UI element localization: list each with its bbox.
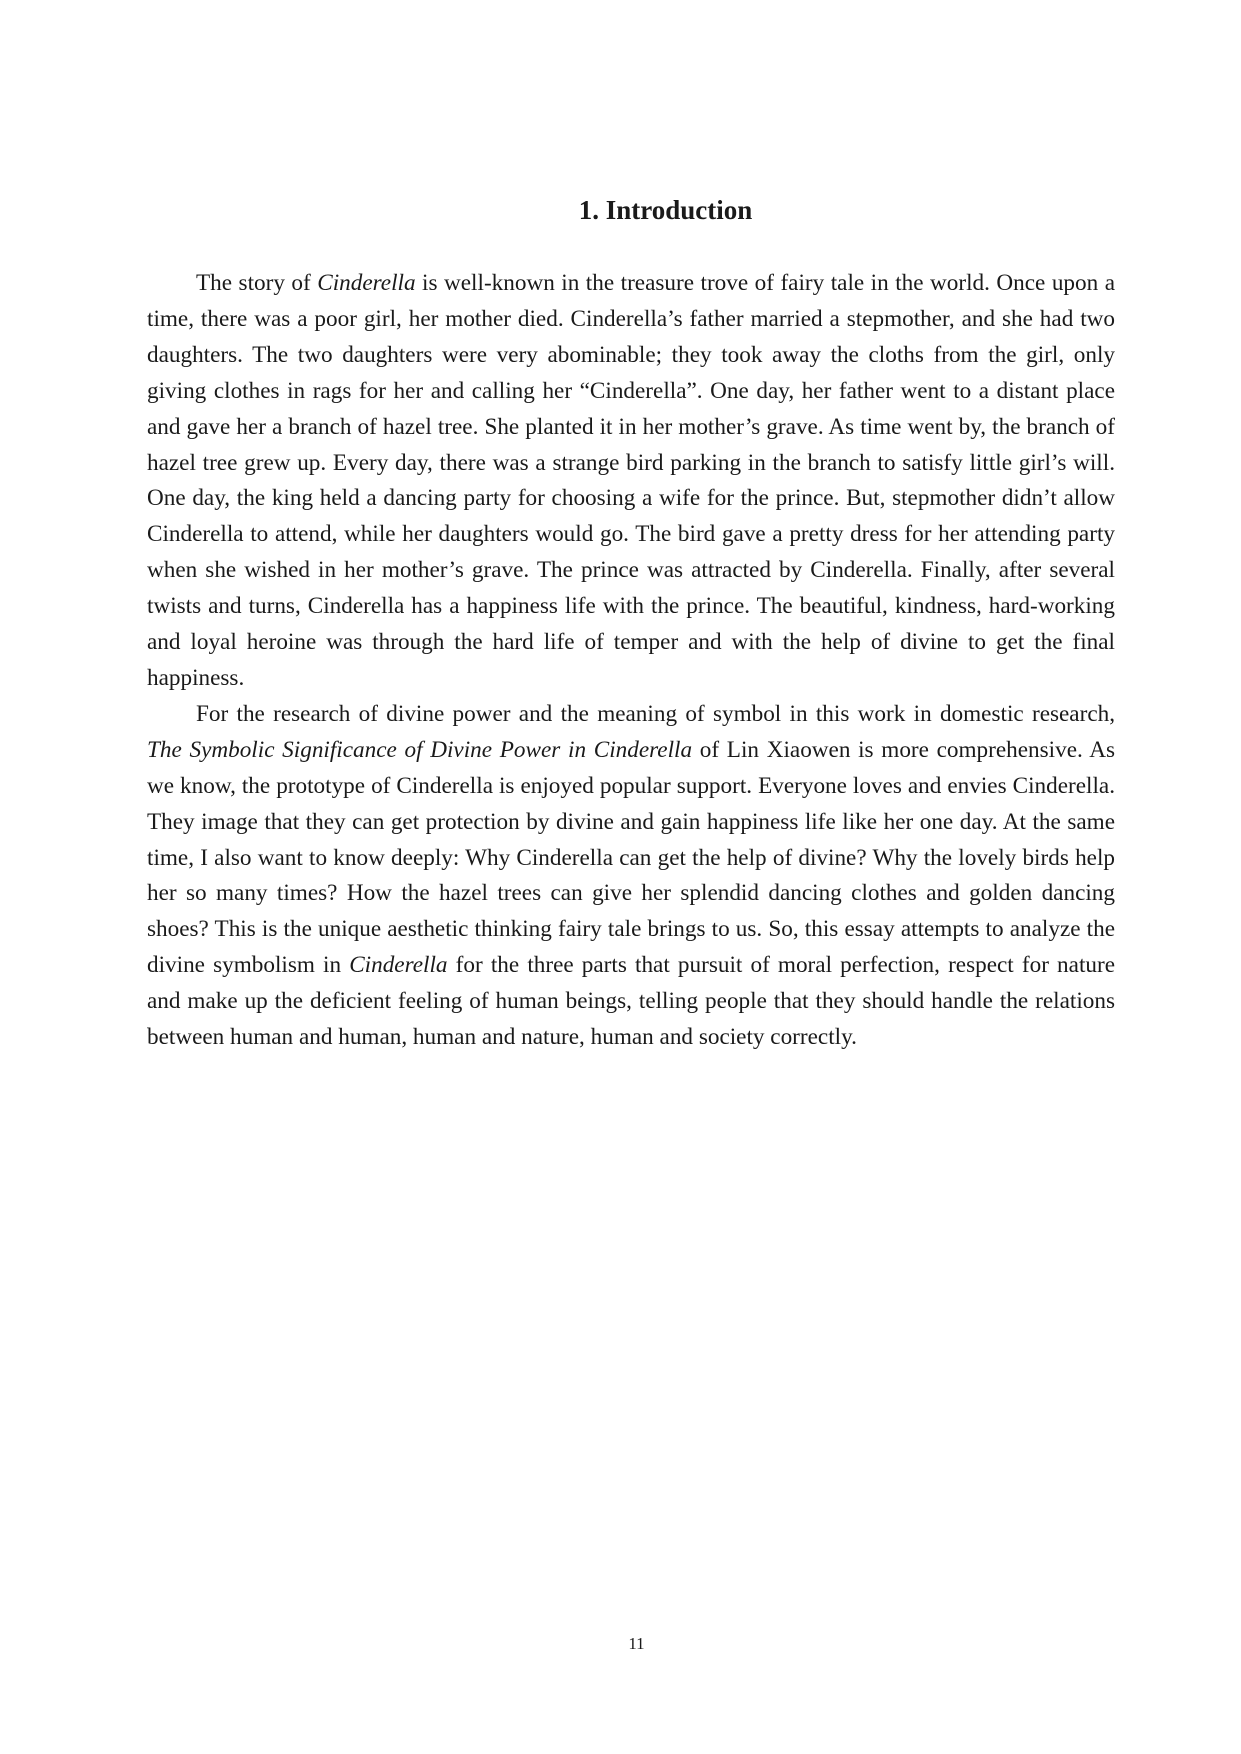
paragraph-1-italic-title: Cinderella [317,270,416,296]
paragraph-1 [147,266,1115,697]
paragraph-1-text-2: is well-known in the treasure trove of fairy tale in the world. Once upon a time, there was a poor girl, her mother died. Cinderella’s father married a stepmother, and she had two daughters. The two daughters were very abominable; they took away the cloths from the girl, only giving clothes in rags for her and calling her “Cinderella”. One day, her father went to a distant place and gave her a branch of hazel tree. She planted it in her mother’s grave. As time went by, the branch of hazel tree grew up. Every day, there was a strange bird parking in the branch to satisfy little girl’s will. One day, the king held a dancing party for choosing a wife for the prince. But, stepmother didn’t allow Cinderella to attend, while her daughters would go. The bird gave a pretty dress for her attending party when she wished in her mother’s grave. The prince was attracted by Cinderella. Finally, after several twists and turns, Cinderella has a happiness life with the prince. The beautiful, kindness, hard-working and loyal heroine was through the hard life of temper and with the help of divine to get the final happiness. [147,270,1115,691]
paragraph-2 [147,697,1115,1056]
paragraph-2-italic-title-1: The Symbolic Significance of Divine Power in Cinderella [147,736,693,763]
paragraph-1-text-1: The story of [196,270,318,296]
section-heading: 1. Introduction [578,195,753,225]
paragraph-2-text-3: for the three parts that pursuit of moral perfection, respect for nature and make up the deficient feeling of human beings, telling people that they should handle the relations between human and human, human and nature, human and society correctly. [147,952,1115,1051]
body-text [147,266,1115,1056]
page-number: 11 [628,1634,645,1653]
paragraph-2-text-2: of Lin Xiaowen is more comprehensive. As we know, the prototype of Cinderella is enjoyed popular support. Everyone loves and envies Cinderella. They image that they can get protection by divine and gain happiness life like her one day. At the same time, I also want to know deeply: Why Cinderella can get the help of divine? Why the lovely birds help her so many times? How the hazel trees can give her splendid dancing clothes and golden dancing shoes? This is the unique aesthetic thinking fairy tale brings to us. So, this essay attempts to analyze the divine symbolism in [147,736,1115,979]
paragraph-2-italic-title-2: Cinderella [349,952,448,979]
paragraph-2-text-1: For the research of divine power and the meaning of symbol in this work in domestic research, [196,700,1115,727]
